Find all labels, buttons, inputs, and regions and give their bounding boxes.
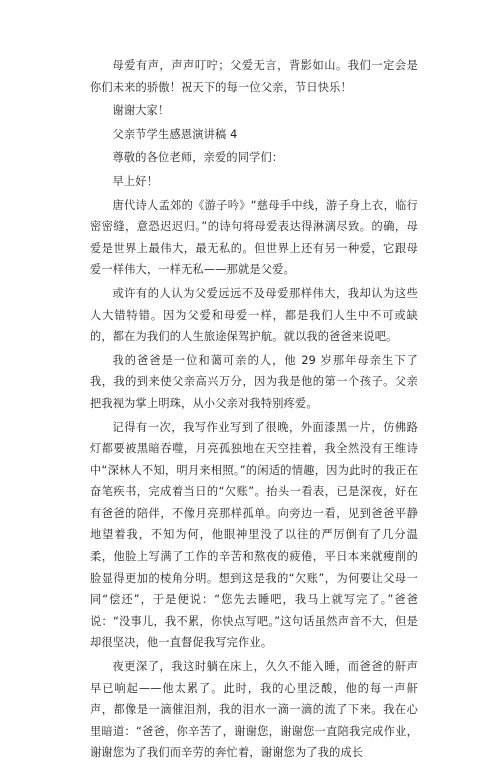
body-paragraph: 夜更深了，我这时躺在床上，久久不能入睡，而爸爸的鼾声早已响起——他太累了。此时，我的心里泛酸，他的每一声鼾声，都像是一滴催泪剂，我的泪水一滴一滴的流了下来。我在心里暗道：“爸爸，你辛苦了，谢谢您，谢谢您一直陪我完成作业，谢谢您为了我们而辛劳的奔忙着，谢谢您为了我的成长 xyxy=(90,660,418,760)
speech-title: 父亲节学生感恩演讲稿 4 xyxy=(112,127,238,141)
document-body xyxy=(90,55,418,766)
closing-paragraph: 母爱有声，声声叮咛；父爱无言，背影如山。我们一定会是你们未来的骄傲！祝天下的每一位父亲，节日快乐！ xyxy=(90,59,418,94)
salutation: 尊敬的各位老师，亲爱的同学们： xyxy=(112,151,284,165)
body-paragraph: 我的爸爸是一位和蔼可亲的人，他 29 岁那年母亲生下了我，我的到来使父亲高兴万分，因为我是他的第一个孩子。父亲把我视为掌上明珠，从小父亲对我特别疼爱。 xyxy=(90,353,418,410)
body-paragraph: 记得有一次，我写作业写到了很晚，外面漆黑一片，仿佛路灯都要被黑暗吞噬，月亮孤独地在天空挂着，我全然没有王维诗中“深林人不知，明月来相照。”的闲适的情趣，因为此时的我正在奋笔疾书，完成着当日的“欠账”。抬头一看表，已是深夜，好在有爸爸的陪伴，不像月亮那样孤单。向旁边一看，见到爸爸平静地望着我，不知为何，他眼神里没了以往的严厉倒有了几分温柔，他脸上写满了工作的辛苦和熬夜的疲倦，平日本来就瘦削的脸显得更加的棱角分明。想到这是我的“欠账”，为何要让父母一同“偿还”，于是便说：“您先去睡吧，我马上就写完了。”爸爸说：“没事儿，我不累，你快点写吧。”这句话虽然声音不大，但是却很坚决，他一直督促我写完作业。 xyxy=(90,420,418,650)
body-paragraph: 唐代诗人孟郊的《游子吟》“慈母手中线，游子身上衣，临行密密缝，意恐迟迟归。”的诗句将母爱表达得淋漓尽致。的确，母爱是世界上最伟大，最无私的。但世界上还有另一种爱，它跟母爱一样伟大，一样无私——那就是父爱。 xyxy=(90,198,418,277)
greeting: 早上好！ xyxy=(112,174,159,188)
thanks-line: 谢谢大家！ xyxy=(112,104,170,118)
body-paragraph: 或许有的人认为父爱远远不及母爱那样伟大，我却认为这些人大错特错。因为父爱和母爱一样，都是我们人生中不可或缺的，都在为我们的人生旅途保驾护航。就以我的爸爸来说吧。 xyxy=(90,286,418,344)
